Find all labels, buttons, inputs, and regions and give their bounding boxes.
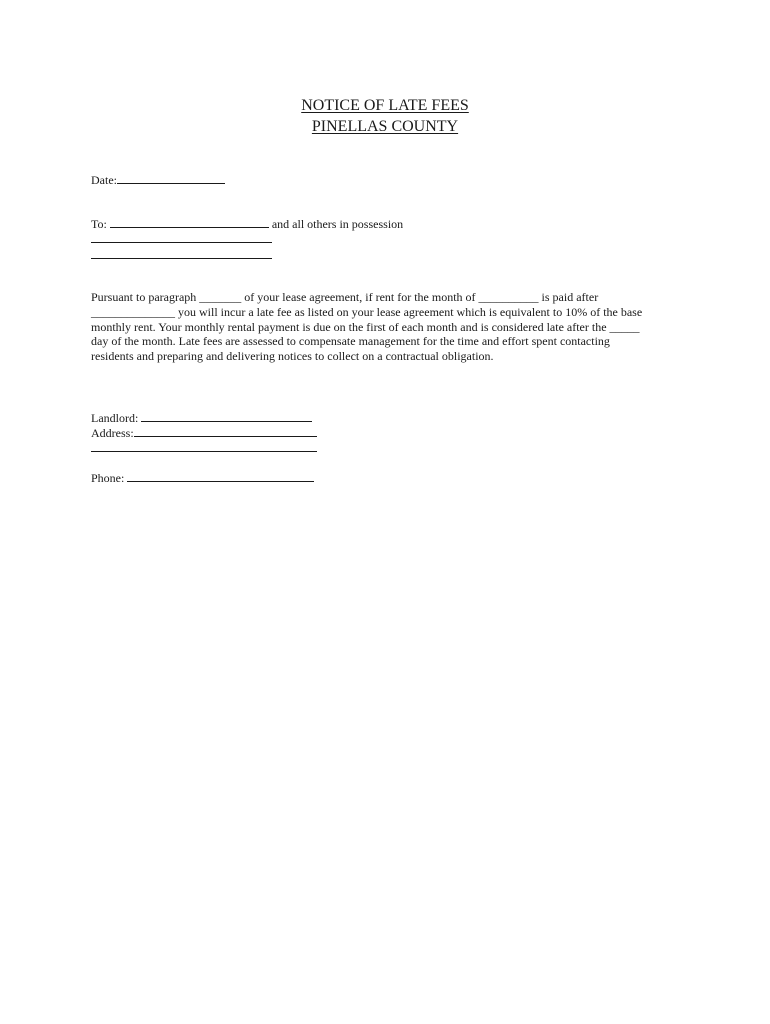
to-suffix: and all others in possession <box>271 217 404 231</box>
to-blank[interactable] <box>110 215 269 228</box>
address-blank[interactable] <box>134 424 317 437</box>
body-line-5: residents and preparing and delivering notices to collect on a contractual obligation. <box>91 349 494 364</box>
document-title <box>0 95 770 137</box>
address-label: Address: <box>91 426 134 440</box>
landlord-label: Landlord: <box>91 411 139 425</box>
body-line-4: day of the month. Late fees are assessed to compensate management for the time and effort spent contacting <box>91 334 610 349</box>
to-address-line-1[interactable] <box>91 242 272 243</box>
to-address-line-2[interactable] <box>91 258 272 259</box>
title-line-1: NOTICE OF LATE FEES <box>301 97 469 114</box>
phone-blank[interactable] <box>127 469 314 482</box>
title-line-2: PINELLAS COUNTY <box>311 118 459 135</box>
phone-row <box>91 469 314 486</box>
body-line-2: ______________ you will incur a late fee as listed on your lease agreement which is equivalent to 10% of the base <box>91 304 643 319</box>
to-label: To: <box>91 217 107 231</box>
address-line-2[interactable] <box>91 451 317 452</box>
to-row <box>91 215 403 232</box>
date-blank[interactable] <box>117 171 225 184</box>
phone-label: Phone: <box>91 471 125 485</box>
date-label: Date: <box>91 173 117 187</box>
address-row <box>91 424 317 441</box>
body-line-1: Pursuant to paragraph _______ of your lease agreement, if rent for the month of __________ is paid after <box>91 290 599 304</box>
body-line-3: monthly rent. Your monthly rental payment is due on the first of each month and is considered late after the _____ <box>91 319 640 334</box>
landlord-blank[interactable] <box>141 409 312 422</box>
body-paragraph <box>91 290 681 364</box>
date-row <box>91 171 225 188</box>
